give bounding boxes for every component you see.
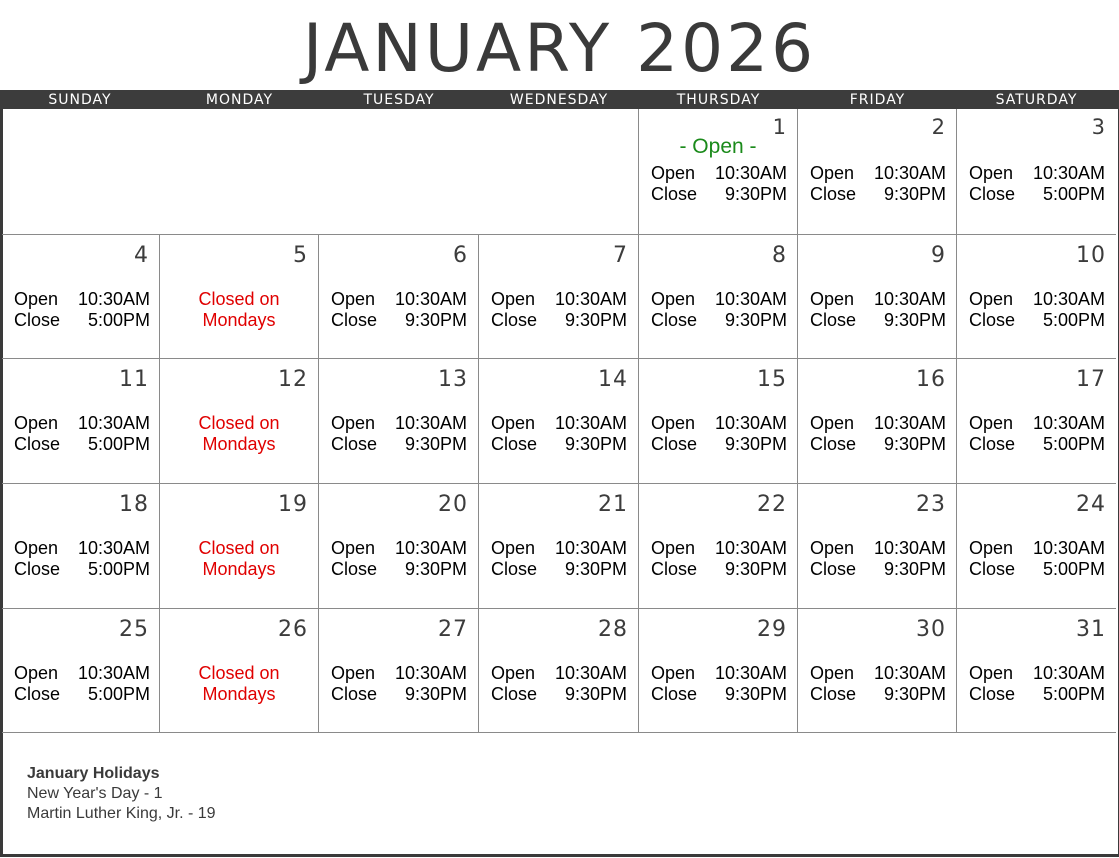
week-row [2,109,1116,234]
close-row [331,684,467,705]
closed-line: Closed on [198,289,280,309]
close-label: Close [810,559,857,579]
close-label: Close [331,559,378,579]
open-time: 10:30AM [394,538,467,558]
day-number: 19 [278,492,308,517]
day-cell [639,359,798,483]
open-label: Open [810,163,855,183]
hours-block [14,413,150,455]
open-time: 10:30AM [1032,538,1105,558]
day-cell [319,359,479,483]
close-time: 5:00PM [1042,559,1105,579]
close-row [969,310,1105,331]
close-time: 9:30PM [724,184,787,204]
close-row [491,310,627,331]
open-row [969,289,1105,310]
close-time: 9:30PM [883,310,946,330]
hours-block [491,663,627,705]
open-time: 10:30AM [1032,289,1105,309]
close-row [969,434,1105,455]
hours-block [331,538,467,580]
close-label: Close [331,684,378,704]
day-number: 7 [613,243,628,268]
hours-block [331,663,467,705]
day-number: 29 [757,617,787,642]
day-cell [160,484,319,608]
open-time: 10:30AM [714,413,787,433]
day-number: 6 [453,243,468,268]
close-row [14,559,150,580]
hours-block [491,289,627,331]
close-label: Close [810,184,857,204]
day-number: 2 [931,115,946,139]
open-label: Open [651,413,696,433]
open-row [810,289,946,310]
open-time: 10:30AM [1032,163,1105,183]
close-time: 9:30PM [883,684,946,704]
open-row [331,663,467,684]
close-label: Close [810,684,857,704]
close-row [810,684,946,705]
close-time: 9:30PM [404,684,467,704]
open-row [14,413,150,434]
open-label: Open [491,289,536,309]
close-label: Close [331,310,378,330]
day-cell [798,484,957,608]
close-time: 9:30PM [564,684,627,704]
closed-line: Closed on [198,538,280,558]
hours-block [810,289,946,331]
close-time: 9:30PM [883,184,946,204]
day-number: 24 [1076,492,1106,517]
open-time: 10:30AM [873,413,946,433]
hours-block [651,413,787,455]
hours-block [651,289,787,331]
close-label: Close [14,684,61,704]
open-row [14,289,150,310]
close-label: Close [14,310,61,330]
close-time: 9:30PM [883,434,946,454]
week-row [2,234,1116,358]
day-cell [319,235,479,358]
close-row [651,434,787,455]
open-time: 10:30AM [554,289,627,309]
closed-notice [160,289,318,331]
day-cell [798,359,957,483]
day-number: 14 [598,367,628,392]
open-label: Open [14,413,59,433]
open-label: Open [14,663,59,683]
hours-block [969,163,1105,205]
close-row [810,184,946,205]
close-row [331,310,467,331]
close-label: Close [491,684,538,704]
closed-line: Mondays [202,434,276,454]
open-time: 10:30AM [77,663,150,683]
hours-block [810,163,946,205]
open-row [331,289,467,310]
weekday-saturday: SATURDAY [995,92,1078,108]
close-time: 5:00PM [1042,310,1105,330]
day-cell [160,235,319,358]
close-row [14,434,150,455]
open-row [491,289,627,310]
closed-line: Mondays [202,684,276,704]
open-label: Open [969,163,1014,183]
closed-line: Closed on [198,663,280,683]
open-label: Open [810,663,855,683]
day-number: 23 [916,492,946,517]
week-row [2,483,1116,608]
day-cell [639,484,798,608]
close-time: 9:30PM [724,434,787,454]
open-row [651,413,787,434]
day-number: 25 [119,617,149,642]
close-time: 9:30PM [564,434,627,454]
close-time: 9:30PM [564,559,627,579]
open-time: 10:30AM [394,289,467,309]
holidays-title: January Holidays [27,765,160,782]
open-label: Open [491,663,536,683]
hours-block [969,289,1105,331]
open-label: Open [969,663,1014,683]
close-row [969,184,1105,205]
open-row [810,413,946,434]
hours-block [969,663,1105,705]
close-time: 5:00PM [87,310,150,330]
hours-block [14,538,150,580]
day-cell [957,359,1116,483]
close-label: Close [969,184,1016,204]
weekday-wednesday: WEDNESDAY [509,92,609,108]
week-row [2,608,1116,732]
close-time: 9:30PM [404,434,467,454]
open-time: 10:30AM [1032,413,1105,433]
day-cell [639,609,798,732]
closed-line: Mondays [202,559,276,579]
day-number: 3 [1091,115,1106,139]
open-row [491,663,627,684]
close-time: 9:30PM [404,310,467,330]
open-time: 10:30AM [714,163,787,183]
open-row [331,413,467,434]
day-number: 31 [1076,617,1106,642]
close-label: Close [651,434,698,454]
day-number: 16 [916,367,946,392]
day-cell [639,235,798,358]
close-label: Close [14,559,61,579]
day-number: 12 [278,367,308,392]
open-label: Open [331,538,376,558]
open-label: Open [969,413,1014,433]
day-cell [639,109,798,234]
open-row [491,538,627,559]
day-number: 28 [598,617,628,642]
open-label: Open [651,289,696,309]
hours-block [14,289,150,331]
day-cell [957,609,1116,732]
close-label: Close [651,684,698,704]
open-row [14,538,150,559]
close-label: Close [810,310,857,330]
day-cell [319,609,479,732]
empty-day-span [2,109,639,234]
open-row [810,538,946,559]
open-time: 10:30AM [873,163,946,183]
day-cell [2,359,160,483]
open-label: Open [651,663,696,683]
day-cell [160,359,319,483]
close-row [331,559,467,580]
day-cell [319,484,479,608]
open-time: 10:30AM [77,289,150,309]
holiday-item: Martin Luther King, Jr. - 19 [27,805,216,822]
day-cell [957,235,1116,358]
open-row [969,538,1105,559]
day-number: 11 [119,367,149,392]
hours-block [651,663,787,705]
close-label: Close [969,559,1016,579]
open-time: 10:30AM [714,538,787,558]
hours-block [14,663,150,705]
close-label: Close [969,310,1016,330]
open-time: 10:30AM [873,663,946,683]
close-time: 5:00PM [87,434,150,454]
day-cell [957,109,1116,234]
open-label: Open [810,538,855,558]
open-time: 10:30AM [714,663,787,683]
hours-block [810,413,946,455]
day-number: 1 [772,115,787,139]
open-note: - Open - [679,135,757,158]
closed-notice [160,413,318,455]
open-row [491,413,627,434]
hours-block [810,538,946,580]
day-cell [160,609,319,732]
close-label: Close [810,434,857,454]
close-row [491,684,627,705]
open-label: Open [969,538,1014,558]
weekday-thursday: THURSDAY [676,92,761,108]
open-time: 10:30AM [873,289,946,309]
open-row [651,538,787,559]
holiday-item: New Year's Day - 1 [27,785,163,802]
close-row [491,434,627,455]
weekday-friday: FRIDAY [849,92,906,108]
day-number: 18 [119,492,149,517]
weekday-sunday: SUNDAY [48,92,112,108]
day-number: 30 [916,617,946,642]
hours-block [651,163,787,205]
open-label: Open [651,163,696,183]
close-row [969,684,1105,705]
open-row [651,663,787,684]
close-time: 9:30PM [724,684,787,704]
day-cell [2,609,160,732]
close-time: 9:30PM [724,559,787,579]
close-time: 5:00PM [1042,184,1105,204]
open-row [651,289,787,310]
close-label: Close [651,184,698,204]
closed-notice [160,538,318,580]
open-label: Open [331,413,376,433]
open-label: Open [331,289,376,309]
day-cell [479,235,639,358]
open-label: Open [810,413,855,433]
hours-block [331,413,467,455]
holidays-section [2,732,1116,854]
open-label: Open [14,289,59,309]
day-cell [479,609,639,732]
hours-block [969,413,1105,455]
open-label: Open [969,289,1014,309]
close-row [331,434,467,455]
close-row [810,559,946,580]
close-label: Close [491,310,538,330]
open-time: 10:30AM [394,663,467,683]
day-number: 22 [757,492,787,517]
open-time: 10:30AM [873,538,946,558]
hours-block [491,538,627,580]
day-number: 20 [438,492,468,517]
day-cell [798,109,957,234]
close-row [969,559,1105,580]
open-label: Open [810,289,855,309]
close-label: Close [969,684,1016,704]
day-number: 4 [134,243,149,268]
close-row [651,559,787,580]
open-row [651,163,787,184]
day-cell [798,609,957,732]
closed-line: Mondays [202,310,276,330]
close-row [810,434,946,455]
day-number: 15 [757,367,787,392]
calendar-title: JANUARY 2026 [302,10,817,87]
close-time: 5:00PM [87,684,150,704]
open-row [969,163,1105,184]
close-row [14,684,150,705]
close-time: 5:00PM [1042,434,1105,454]
open-row [969,413,1105,434]
closed-line: Closed on [198,413,280,433]
close-label: Close [491,434,538,454]
open-row [14,663,150,684]
close-label: Close [331,434,378,454]
close-row [810,310,946,331]
open-time: 10:30AM [77,413,150,433]
day-number: 13 [438,367,468,392]
open-time: 10:30AM [554,413,627,433]
open-time: 10:30AM [554,538,627,558]
open-label: Open [491,413,536,433]
day-cell [2,235,160,358]
close-time: 5:00PM [87,559,150,579]
weekday-monday: MONDAY [205,92,274,108]
day-cell [479,359,639,483]
open-row [331,538,467,559]
open-row [810,663,946,684]
close-label: Close [491,559,538,579]
close-row [651,184,787,205]
day-cell [2,484,160,608]
close-row [491,559,627,580]
open-time: 10:30AM [714,289,787,309]
close-label: Close [651,310,698,330]
weekday-header [0,90,1119,109]
day-number: 10 [1076,243,1106,268]
open-time: 10:30AM [1032,663,1105,683]
hours-block [651,538,787,580]
day-number: 27 [438,617,468,642]
weekday-tuesday: TUESDAY [363,92,435,108]
hours-block [331,289,467,331]
open-row [969,663,1105,684]
open-label: Open [651,538,696,558]
open-time: 10:30AM [394,413,467,433]
day-number: 17 [1076,367,1106,392]
day-cell [479,484,639,608]
close-row [651,684,787,705]
close-label: Close [14,434,61,454]
close-time: 9:30PM [724,310,787,330]
close-label: Close [969,434,1016,454]
close-row [651,310,787,331]
close-row [14,310,150,331]
open-time: 10:30AM [554,663,627,683]
hours-block [491,413,627,455]
day-cell [798,235,957,358]
close-label: Close [651,559,698,579]
day-number: 26 [278,617,308,642]
day-number: 5 [293,243,308,268]
close-time: 9:30PM [883,559,946,579]
week-row [2,358,1116,483]
close-time: 5:00PM [1042,684,1105,704]
close-time: 9:30PM [564,310,627,330]
open-label: Open [14,538,59,558]
day-number: 8 [772,243,787,268]
open-row [810,163,946,184]
open-time: 10:30AM [77,538,150,558]
day-number: 9 [931,243,946,268]
closed-notice [160,663,318,705]
hours-block [969,538,1105,580]
day-number: 21 [598,492,628,517]
open-label: Open [491,538,536,558]
hours-block [810,663,946,705]
day-cell [957,484,1116,608]
open-label: Open [331,663,376,683]
close-time: 9:30PM [404,559,467,579]
